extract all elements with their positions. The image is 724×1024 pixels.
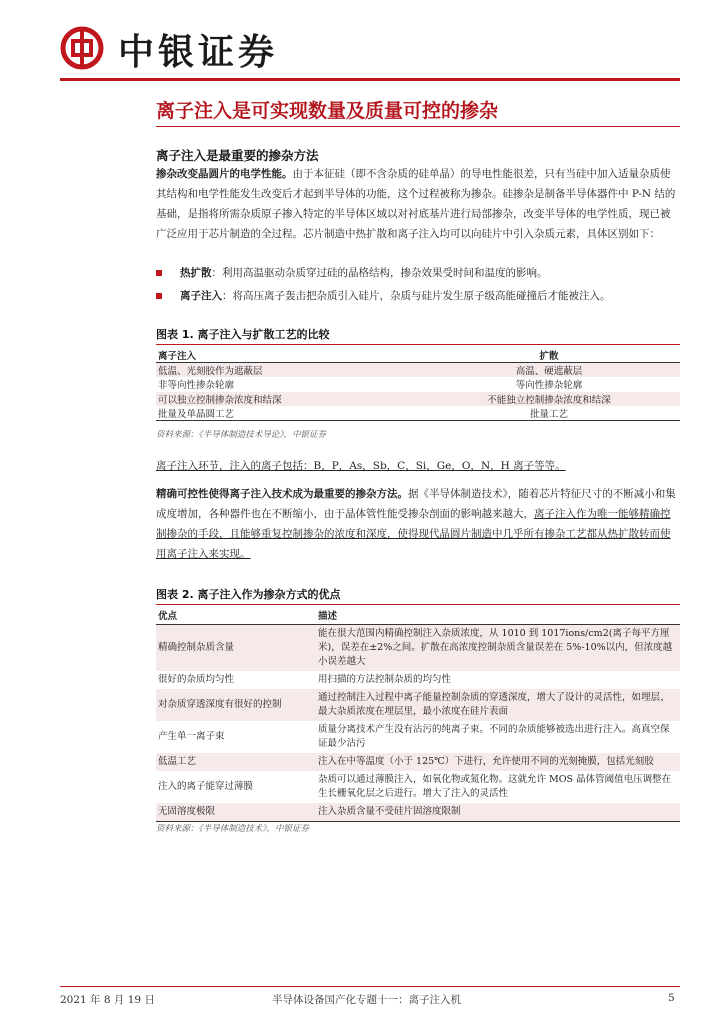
table-row: 对杂质穿透深度有很好的控制 通过控制注入过程中离子能量控制杂质的穿透深度，增大了设计的灵活性，如埋层、最大杂质浓度在埋层里，最小浓度在硅片表面 bbox=[156, 689, 680, 721]
table-row: 很好的杂质均匀性 用扫描的方法控制杂质的均匀性 bbox=[158, 673, 452, 685]
page-header bbox=[60, 20, 680, 82]
footer-rule bbox=[60, 986, 680, 987]
ions-line: 离子注入环节，注入的离子包括：B，P，As，Sb，C，Si，Ge，O，N，H 离子等等。 bbox=[156, 460, 566, 472]
table-row: 低温、光刻胶作为遮蔽层 高温、硬遮蔽层 bbox=[156, 363, 680, 378]
title-rule bbox=[156, 126, 680, 127]
header-rule bbox=[60, 78, 680, 81]
precision-paragraph: 精确可控性使得离子注入技术成为最重要的掺杂方法。据《半导体制造技术》，随着芯片特征尺寸的不断减小和集成度增加，各种器件也在不断缩小，由于晶体管性能受掺杂剖面的影响越来越大，离子注入作为唯一能够精确控制掺杂的手段，且能够重复控制掺杂的浓度和深度，使得现代晶圆片制造中几乎所有掺杂工艺都从热扩散转而使用离子注入来实现。 bbox=[156, 488, 676, 560]
column-header: 离子注入 bbox=[156, 348, 418, 363]
bullet-thermal-diffusion: 热扩散：利用高温驱动杂质穿过硅的晶格结构，掺杂效果受时间和温度的影响。 bbox=[156, 264, 680, 282]
comparison-table bbox=[156, 348, 680, 421]
precision-lead: 精确可控性使得离子注入技术成为最重要的掺杂方法。 bbox=[156, 488, 408, 500]
bullet-square-icon bbox=[156, 293, 162, 299]
intro-body: 由于本征硅（即不含杂质的硅单晶）的导电性能很差，只有当硅中加入适量杂质使其结构和电学性能发生改变后才起到半导体的功能，这个过程被称为掺杂。硅掺杂是制备半导体器件中 P-N 结的基础，是指将所需杂质原子掺入特定的半导体区域以对衬底基片进行局部掺杂，改变半导体的电学性质，现已被广泛应用于芯片制造的全过程。芯片制造中热扩散和离子注入均可以向硅片中引入杂质元素，具体区别如下： bbox=[156, 168, 676, 240]
footer-report-title: 半导体设备国产化专题十一：离子注入机 bbox=[272, 994, 461, 1006]
table-row: 批量及单晶圆工艺 批量工艺 bbox=[156, 406, 680, 421]
table-row: 注入的离子能穿过薄膜 杂质可以通过薄膜注入，如氧化物或氮化物。这就允许 MOS 晶体管阈值电压调整在生长栅氧化层之后进行。增大了注入的灵活性 bbox=[158, 773, 672, 799]
table-header-row bbox=[156, 348, 680, 363]
brand-name: 中银证券 bbox=[118, 32, 279, 73]
bullet-ion-implant: 离子注入：将高压离子轰击把杂质引入硅片，杂质与硅片发生原子级高能碰撞后才能被注入。 bbox=[156, 287, 680, 305]
table-row: 非等向性掺杂轮廓 等向性掺杂轮廓 bbox=[158, 380, 583, 391]
figure-2-source: 资料来源：《半导体制造技术》，中银证券 bbox=[156, 824, 310, 834]
table-row: 可以独立控制掺杂浓度和结深 不能独立控制掺杂浓度和结深 bbox=[156, 392, 680, 407]
footer-date: 2021 年 8 月 19 日 bbox=[60, 994, 155, 1006]
bullet-square-icon bbox=[156, 270, 162, 276]
intro-lead: 掺杂改变晶圆片的电学性能。 bbox=[156, 168, 293, 180]
column-header: 优点 bbox=[156, 608, 316, 624]
figure-2-title: 图表 2. 离子注入作为掺杂方式的优点 bbox=[156, 588, 341, 601]
column-header: 扩散 bbox=[418, 348, 680, 363]
advantages-table bbox=[156, 608, 680, 822]
figure-1-source: 资料来源：《半导体制造技术导论》，中银证券 bbox=[156, 430, 327, 440]
table-row: 无固溶度极限 注入杂质含量不受硅片固溶度限制 bbox=[156, 803, 680, 822]
table-row: 精确控制杂质含量 能在很大范围内精确控制注入杂质浓度，从 1010 到 1017ions/cm2(离子每平方厘米)，误差在±2%之间。扩散在高浓度控制杂质含量误差在 5%-10%以内，但浓度越小误差越大 bbox=[156, 624, 680, 671]
table-row: 产生单一离子束 质量分离技术产生没有沾污的纯离子束。不同的杂质能够被选出进行注入。高真空保证最少沾污 bbox=[158, 723, 670, 749]
figure-2-rule bbox=[156, 604, 680, 605]
figure-1-rule bbox=[156, 344, 680, 345]
column-header: 描述 bbox=[316, 608, 680, 624]
bank-of-china-logo-icon bbox=[60, 26, 104, 70]
table-row: 低温工艺 注入在中等温度（小于 125℃）下进行，允许使用不同的光刻掩膜，包括光刻胶 bbox=[156, 753, 680, 771]
figure-1-title: 图表 1. 离子注入与扩散工艺的比较 bbox=[156, 328, 330, 341]
page-number: 5 bbox=[668, 992, 675, 1004]
table-header-row bbox=[156, 608, 680, 624]
page-title: 离子注入是可实现数量及质量可控的掺杂 bbox=[156, 100, 499, 122]
intro-paragraph bbox=[156, 164, 680, 244]
section-heading-1: 离子注入是最重要的掺杂方法 bbox=[156, 148, 319, 163]
